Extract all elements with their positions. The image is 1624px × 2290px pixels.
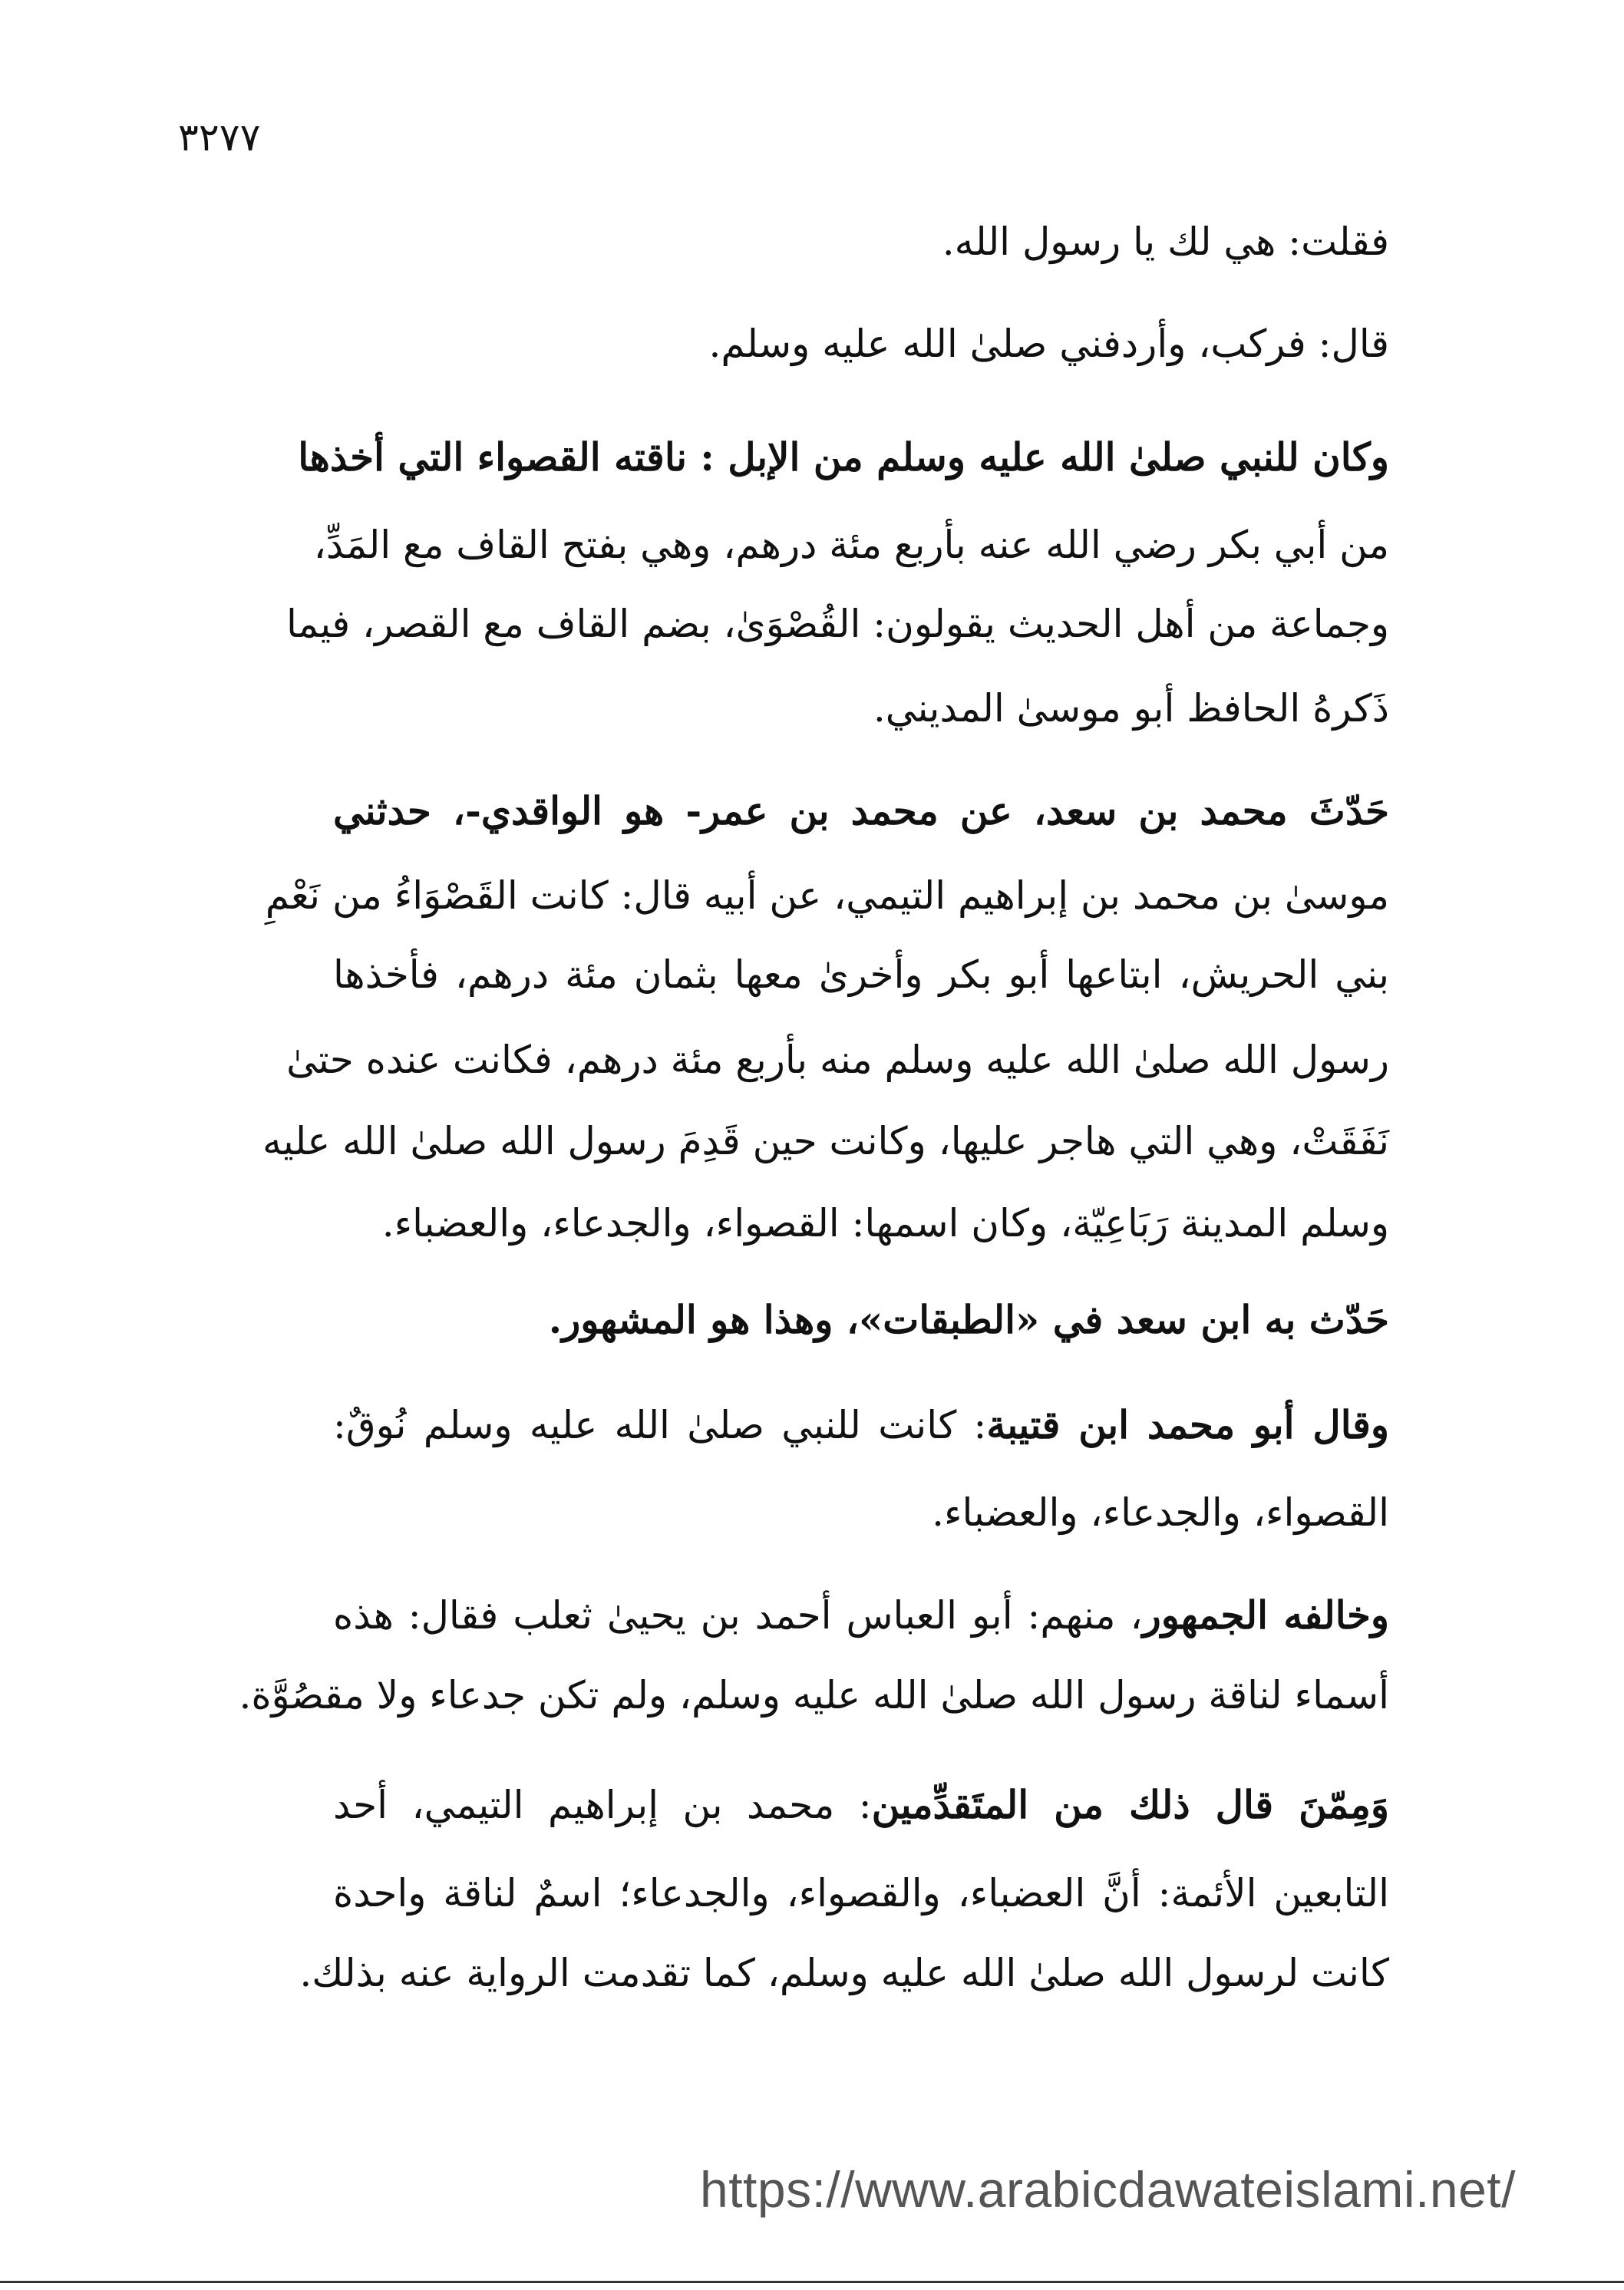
line-text: بني الحريش، ابتاعها أبو بكر وأخرىٰ معها بثمان مئة درهم، فأخذها	[333, 952, 1389, 997]
text-line	[286, 593, 1389, 655]
text-line	[333, 1394, 1389, 1456]
line-text: وجماعة من أهل الحديث يقولون: القُصْوَىٰ، بضم القاف مع القصر، فيما	[286, 602, 1389, 646]
line-text: : كانت للنبي صلىٰ الله عليه وسلم نُوقٌ:	[333, 1403, 987, 1447]
bold-lead: وقال أبو محمد ابن قتيبة	[986, 1402, 1389, 1447]
line-text: موسىٰ بن محمد بن إبراهيم التيمي، عن أبيه قال: كانت القَصْوَاءُ من نَعْمِ	[265, 873, 1389, 918]
line-text: : محمد بن إبراهيم التيمي، أحد	[333, 1783, 872, 1827]
line-text: رسول الله صلىٰ الله عليه وسلم منه بأربع مئة درهم، فكانت عنده حتىٰ	[286, 1038, 1389, 1082]
line-text: قال: فركب، وأردفني صلىٰ الله عليه وسلم.	[708, 322, 1389, 366]
bold-lead: وكان للنبي صلىٰ الله عليه وسلم من الإبل : ناقته القصواء التي أخذها	[298, 434, 1389, 480]
text-line	[333, 1774, 1389, 1836]
text-line	[333, 313, 1389, 375]
text-line	[333, 1193, 1389, 1254]
text-line	[286, 1029, 1389, 1091]
text-line	[333, 944, 1389, 1005]
line-text: ، منهم: أبو العباس أحمد بن يحيىٰ ثعلب فقال: هذه	[333, 1593, 1143, 1638]
line-text: القصواء، والجدعاء، والعضباء.	[932, 1490, 1389, 1535]
text-line	[262, 1110, 1389, 1172]
text-line	[299, 1942, 1389, 2004]
page-number: ٣٢٧٧	[178, 115, 261, 160]
line-text: التابعين الأئمة: أنَّ العضباء، والقصواء، والجدعاء؛ اسمٌ لناقة واحدة	[333, 1871, 1389, 1915]
watermark-url: https://www.arabicdawateislami.net/	[700, 2161, 1516, 2218]
text-line	[333, 211, 1389, 272]
line-text: كانت لرسول الله صلىٰ الله عليه وسلم، كما تقدمت الرواية عنه بذلك.	[299, 1951, 1389, 1995]
text-line	[239, 1665, 1389, 1726]
text-line	[333, 1289, 1389, 1351]
line-text: من أبي بكر رضي الله عنه بأربع مئة درهم، وهي بفتح القاف مع المَدِّ،	[313, 523, 1389, 567]
bold-lead: حَدّث به ابن سعد في «الطبقات»، وهذا هو المشهور.	[548, 1297, 1389, 1342]
bold-lead: وَمِمّنَ قال ذلك من المتَقدِّمين	[871, 1782, 1389, 1827]
line-text: نَفَقَتْ، وهي التي هاجر عليها، وكانت حين قَدِمَ رسول الله صلىٰ الله عليه	[262, 1119, 1389, 1163]
bold-lead: وخالفه الجمهور	[1142, 1592, 1390, 1638]
text-line	[333, 1482, 1389, 1543]
text-line	[333, 1863, 1389, 1924]
text-line	[313, 514, 1389, 576]
text-line	[333, 1585, 1389, 1646]
line-text: وسلم المدينة رَبَاعِيّة، وكان اسمها: القصواء، والجدعاء، والعضباء.	[381, 1201, 1389, 1246]
bold-lead: حَدّثَ محمد بن سعد، عن محمد بن عمر- هو الواقدي-، حدثني	[333, 788, 1389, 833]
text-line	[333, 780, 1389, 842]
text-line	[333, 678, 1389, 739]
bottom-rule	[0, 2281, 1624, 2283]
line-text: ذَكرهُ الحافظ أبو موسىٰ المديني.	[873, 686, 1389, 731]
text-line	[298, 427, 1389, 488]
line-text: أسماء لناقة رسول الله صلىٰ الله عليه وسلم، ولم تكن جدعاء ولا مقصُوَّة.	[239, 1673, 1389, 1718]
line-text: فقلت: هي لك يا رسول الله.	[942, 219, 1389, 264]
text-line	[265, 865, 1389, 926]
